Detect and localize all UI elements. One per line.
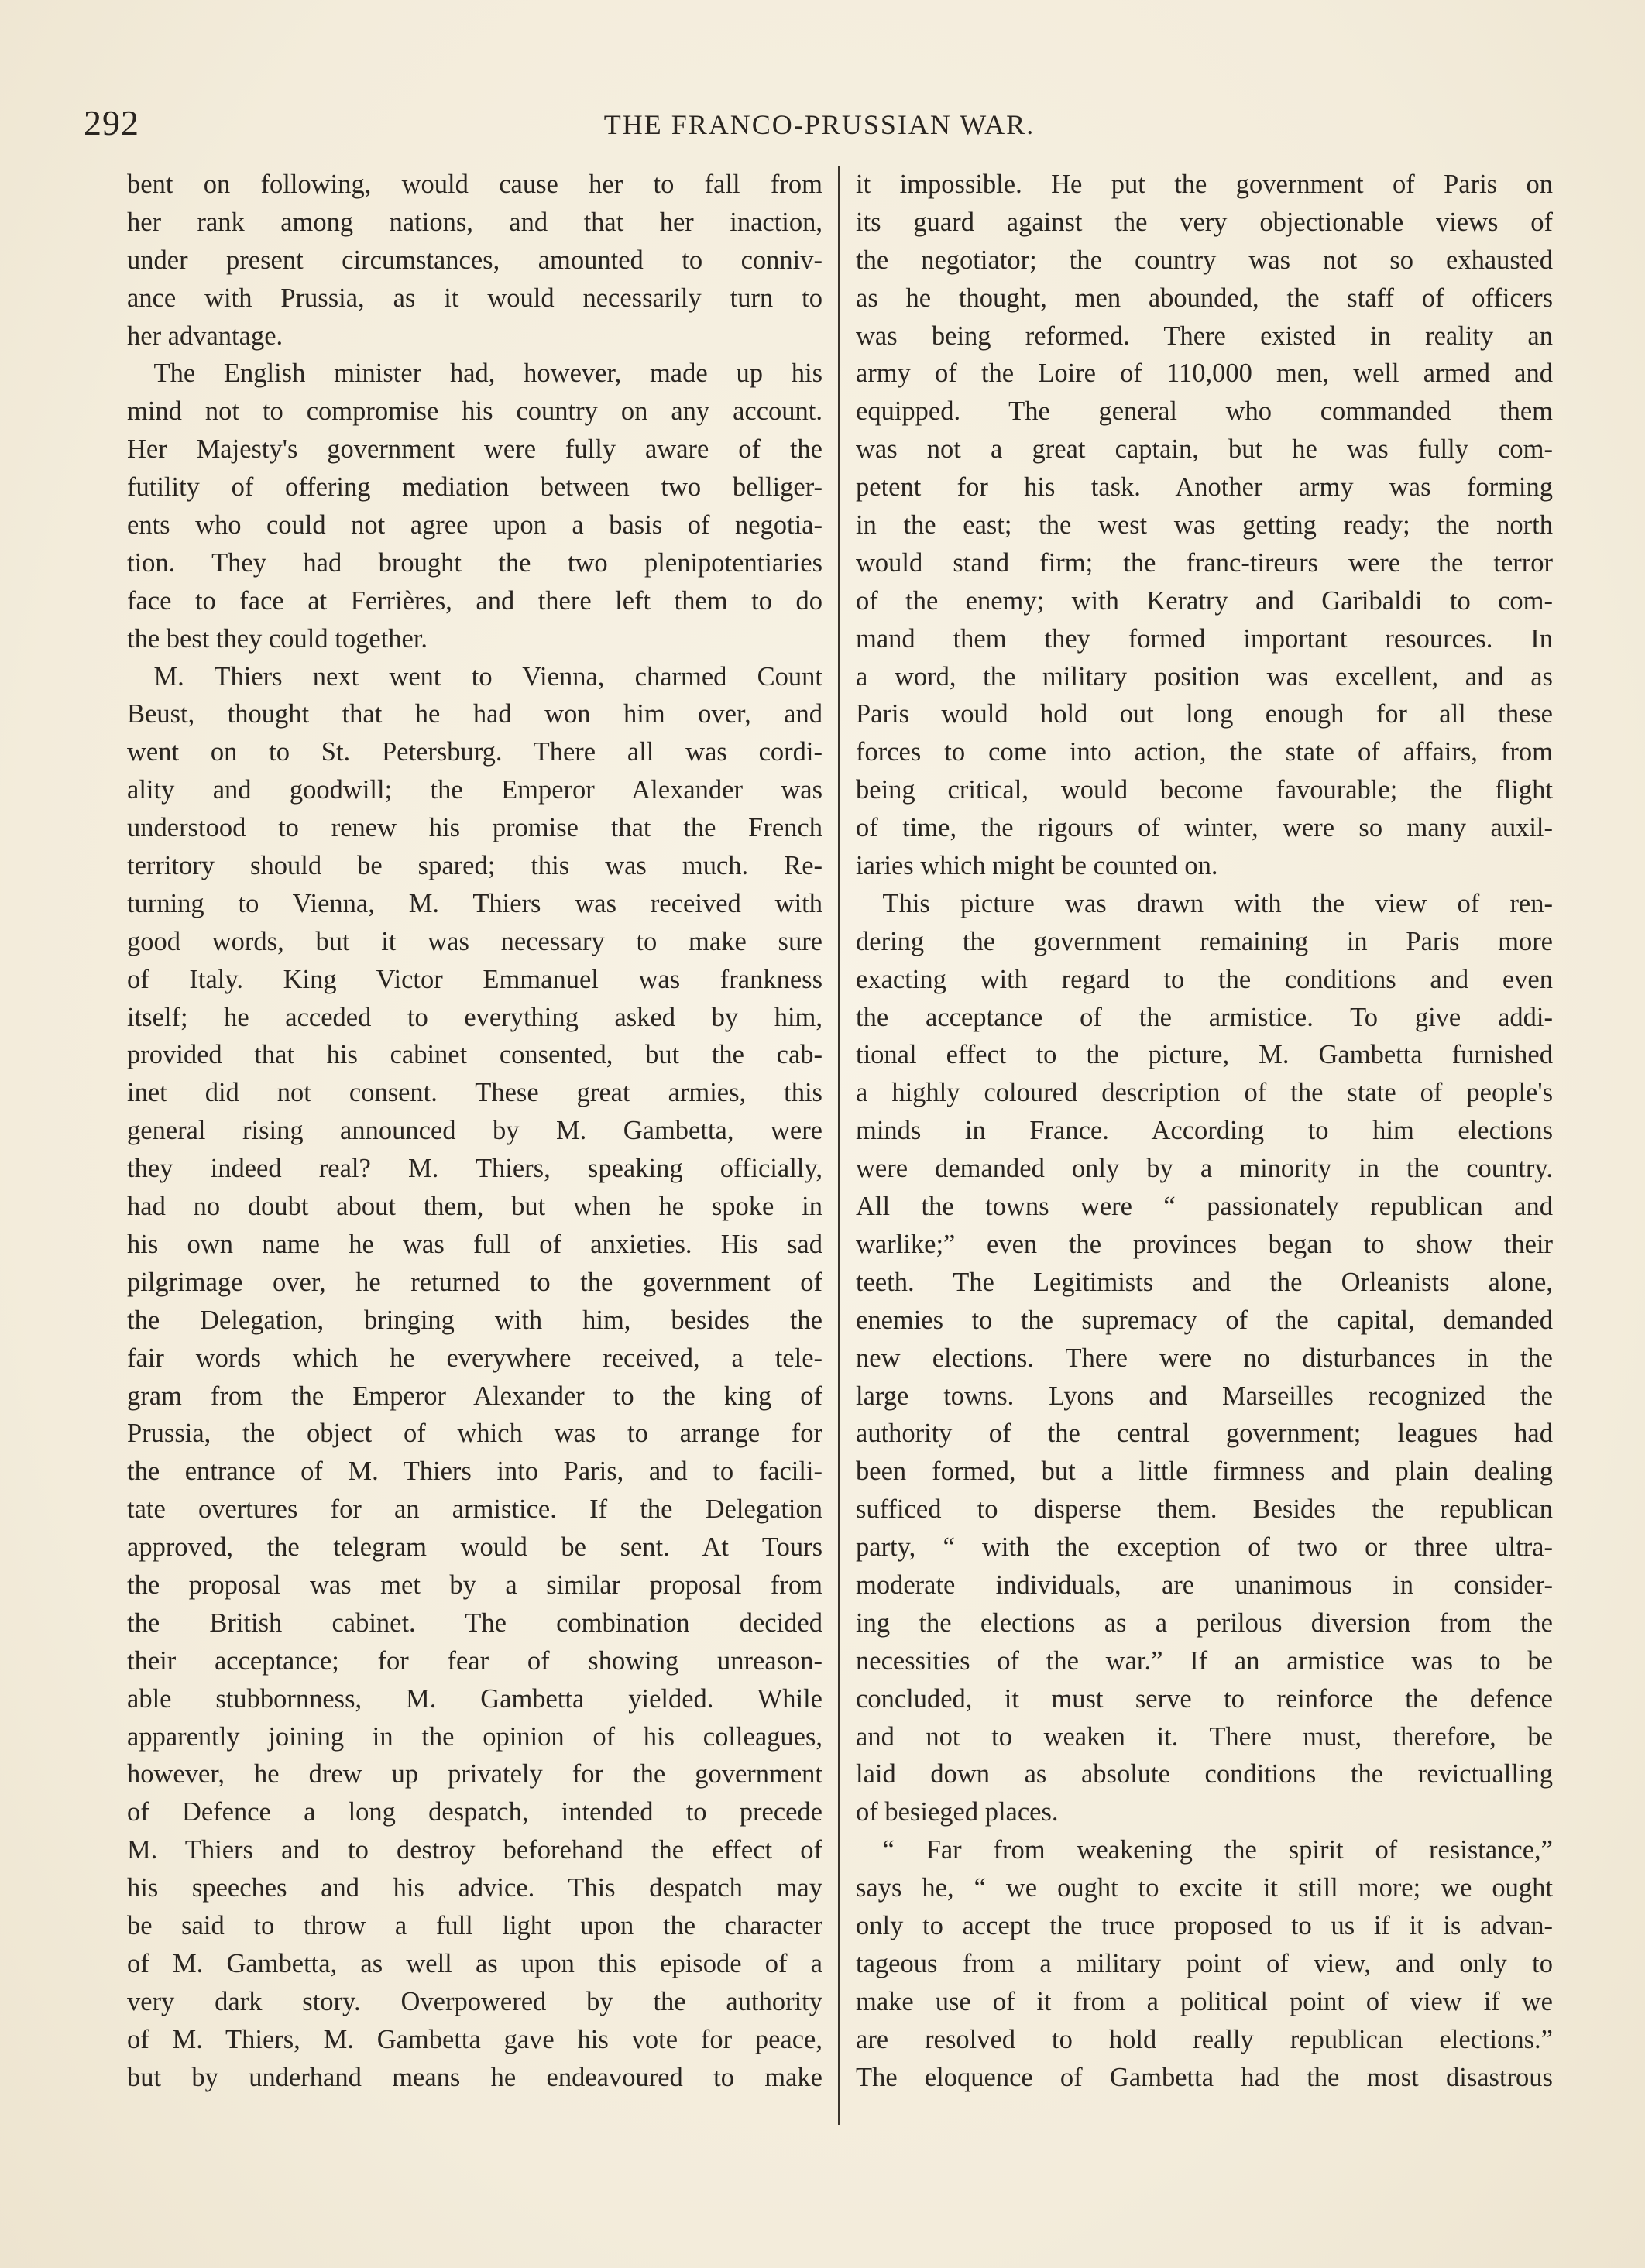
text-line: was not a great captain, but he was fully com- xyxy=(856,434,1553,465)
text-line: a highly coloured description of the state of people's xyxy=(856,1078,1553,1108)
text-line: tate overtures for an armistice. If the Delegation xyxy=(127,1494,822,1525)
text-line: sufficed to disperse them. Besides the republican xyxy=(856,1494,1553,1525)
text-line: teeth. The Legitimists and the Orleanists alone, xyxy=(856,1267,1553,1297)
text-line: understood to renew his promise that the French xyxy=(127,813,822,843)
text-line: was being reformed. There existed in reality an xyxy=(856,321,1553,351)
text-line: says he, “ we ought to excite it still more; we ought xyxy=(856,1873,1553,1903)
text-line: bent on following, would cause her to fall from xyxy=(127,170,822,199)
text-line: Paris would hold out long enough for all these xyxy=(856,699,1553,729)
text-line: his own name he was full of anxieties. His sad xyxy=(127,1229,822,1259)
text-line: All the towns were “ passionately republican and xyxy=(856,1192,1553,1222)
text-line: gram from the Emperor Alexander to the king of xyxy=(127,1381,822,1411)
text-line: of the enemy; with Keratry and Garibaldi to com- xyxy=(856,585,1553,616)
text-line: equipped. The general who commanded them xyxy=(856,396,1553,427)
text-line: the entrance of M. Thiers into Paris, and to facili- xyxy=(127,1457,822,1487)
text-line: of Defence a long despatch, intended to precede xyxy=(127,1797,822,1827)
text-line: iaries which might be counted on. xyxy=(856,851,1218,881)
text-line: enemies to the supremacy of the capital, demanded xyxy=(856,1305,1553,1335)
text-line: the proposal was met by a similar proposal from xyxy=(127,1570,822,1600)
text-line: This picture was drawn with the view of ren- xyxy=(856,888,1553,918)
text-line: petent for his task. Another army was forming xyxy=(856,472,1553,503)
text-line: ing the elections as a perilous diversion from the xyxy=(856,1608,1553,1638)
text-line: tional effect to the picture, M. Gambetta furnished xyxy=(856,1040,1553,1070)
text-line: be said to throw a full light upon the character xyxy=(127,1910,822,1940)
text-line: large towns. Lyons and Marseilles recognized the xyxy=(856,1381,1553,1411)
text-line: the best they could together. xyxy=(127,623,428,654)
text-line: inet did not consent. These great armies, this xyxy=(127,1078,822,1108)
column-divider-rule xyxy=(838,166,840,2125)
text-line: laid down as absolute conditions the revictualling xyxy=(856,1759,1553,1789)
text-line: “ Far from weakening the spirit of resistance,” xyxy=(856,1835,1553,1865)
text-line: itself; he acceded to everything asked by him, xyxy=(127,1002,822,1032)
text-line: his speeches and his advice. This despatch may xyxy=(127,1873,822,1903)
text-line: minds in France. According to him elections xyxy=(856,1116,1553,1146)
text-line: party, “ with the exception of two or three ultra- xyxy=(856,1532,1553,1563)
text-line: general rising announced by M. Gambetta, were xyxy=(127,1116,822,1146)
text-line: The eloquence of Gambetta had the most disastrous xyxy=(856,2062,1553,2092)
text-line: forces to come into action, the state of affairs, from xyxy=(856,737,1553,767)
text-line: M. Thiers next went to Vienna, charmed Count xyxy=(127,661,822,691)
text-line: been formed, but a little firmness and plain dealing xyxy=(856,1457,1553,1487)
running-head xyxy=(84,102,1555,149)
page-number: 292 xyxy=(84,103,139,142)
text-line: would stand firm; the franc-tireurs were the terror xyxy=(856,547,1553,578)
text-line: M. Thiers and to destroy beforehand the effect of xyxy=(127,1835,822,1865)
text-line: only to accept the truce proposed to us if it is advan- xyxy=(856,1910,1553,1940)
text-line: of M. Gambetta, as well as upon this episode of a xyxy=(127,1948,822,1978)
text-line: futility of offering mediation between two belliger- xyxy=(127,472,822,503)
text-line: make use of it from a political point of view if we xyxy=(856,1986,1553,2016)
text-line: mind not to compromise his country on any account. xyxy=(127,396,822,427)
text-line: mand them they formed important resources. In xyxy=(856,623,1553,654)
text-line: and not to weaken it. There must, therefore, be xyxy=(856,1721,1553,1752)
text-line: being critical, would become favourable; the flight xyxy=(856,775,1553,805)
text-line: the British cabinet. The combination decided xyxy=(127,1608,822,1638)
text-line: ality and goodwill; the Emperor Alexander was xyxy=(127,775,822,805)
text-line: a word, the military position was excellent, and as xyxy=(856,661,1553,691)
running-title: THE FRANCO-PRUSSIAN WAR. xyxy=(603,109,1035,140)
text-line: turning to Vienna, M. Thiers was received with xyxy=(127,888,822,918)
text-line: of M. Thiers, M. Gambetta gave his vote for peace, xyxy=(127,2024,822,2054)
text-line: Prussia, the object of which was to arrange for xyxy=(127,1419,822,1449)
text-line: approved, the telegram would be sent. At Tours xyxy=(127,1532,822,1563)
text-line: provided that his cabinet consented, but the cab- xyxy=(127,1040,822,1070)
text-line: warlike;” even the provinces began to show their xyxy=(856,1229,1553,1259)
text-line: Her Majesty's government were fully aware of the xyxy=(127,434,822,465)
right-text-column xyxy=(856,166,1553,2096)
text-line: apparently joining in the opinion of his colleagues, xyxy=(127,1721,822,1752)
text-line: in the east; the west was getting ready; the north xyxy=(856,510,1553,540)
text-line: necessities of the war.” If an armistice was to be xyxy=(856,1645,1553,1676)
text-line: under present circumstances, amounted to conniv- xyxy=(127,245,822,275)
text-line: its guard against the very objectionable views of xyxy=(856,207,1553,237)
text-line: fair words which he everywhere received, a tele- xyxy=(127,1343,822,1373)
text-line: new elections. There were no disturbances in the xyxy=(856,1343,1553,1373)
text-line: it impossible. He put the government of Paris on xyxy=(856,170,1553,199)
text-line: were demanded only by a minority in the country. xyxy=(856,1154,1553,1184)
text-line: of time, the rigours of winter, were so many auxil- xyxy=(856,813,1553,843)
text-line: as he thought, men abounded, the staff of officers xyxy=(856,283,1553,313)
text-line: ents who could not agree upon a basis of negotia- xyxy=(127,510,822,540)
text-line: however, he drew up privately for the government xyxy=(127,1759,822,1789)
text-line: are resolved to hold really republican elections.” xyxy=(856,2024,1553,2054)
text-line: they indeed real? M. Thiers, speaking officially, xyxy=(127,1154,822,1184)
text-line: the Delegation, bringing with him, besides the xyxy=(127,1305,822,1335)
text-line: her rank among nations, and that her inaction, xyxy=(127,207,822,237)
text-line: moderate individuals, are unanimous in consider- xyxy=(856,1570,1553,1600)
text-line: their acceptance; for fear of showing unreason- xyxy=(127,1645,822,1676)
text-line: territory should be spared; this was much. Re- xyxy=(127,851,822,881)
text-line: went on to St. Petersburg. There all was cordi- xyxy=(127,737,822,767)
text-line: pilgrimage over, he returned to the government of xyxy=(127,1267,822,1297)
text-line: authority of the central government; leagues had xyxy=(856,1419,1553,1449)
text-line: of besieged places. xyxy=(856,1797,1059,1827)
text-line: able stubbornness, M. Gambetta yielded. While xyxy=(127,1683,822,1714)
text-line: her advantage. xyxy=(127,321,283,351)
text-line: good words, but it was necessary to make sure xyxy=(127,926,822,956)
text-line: tageous from a military point of view, and only to xyxy=(856,1948,1553,1978)
text-line: but by underhand means he endeavoured to make xyxy=(127,2062,822,2092)
text-line: army of the Loire of 110,000 men, well armed and xyxy=(856,359,1553,389)
text-line: face to face at Ferrières, and there left them to do xyxy=(127,585,822,616)
text-line: ance with Prussia, as it would necessarily turn to xyxy=(127,283,822,313)
text-line: exacting with regard to the conditions and even xyxy=(856,964,1553,994)
text-line: Beust, thought that he had won him over, and xyxy=(127,699,822,729)
text-line: tion. They had brought the two plenipotentiaries xyxy=(127,547,822,578)
left-text-column xyxy=(127,166,822,2096)
text-line: dering the government remaining in Paris more xyxy=(856,926,1553,956)
text-line: very dark story. Overpowered by the authority xyxy=(127,1986,822,2016)
text-line: the acceptance of the armistice. To give addi- xyxy=(856,1002,1553,1032)
text-line: The English minister had, however, made up his xyxy=(127,359,822,389)
text-line: concluded, it must serve to reinforce the defence xyxy=(856,1683,1553,1714)
text-line: the negotiator; the country was not so exhausted xyxy=(856,245,1553,275)
text-line: had no doubt about them, but when he spoke in xyxy=(127,1192,822,1222)
text-line: of Italy. King Victor Emmanuel was frankness xyxy=(127,964,822,994)
